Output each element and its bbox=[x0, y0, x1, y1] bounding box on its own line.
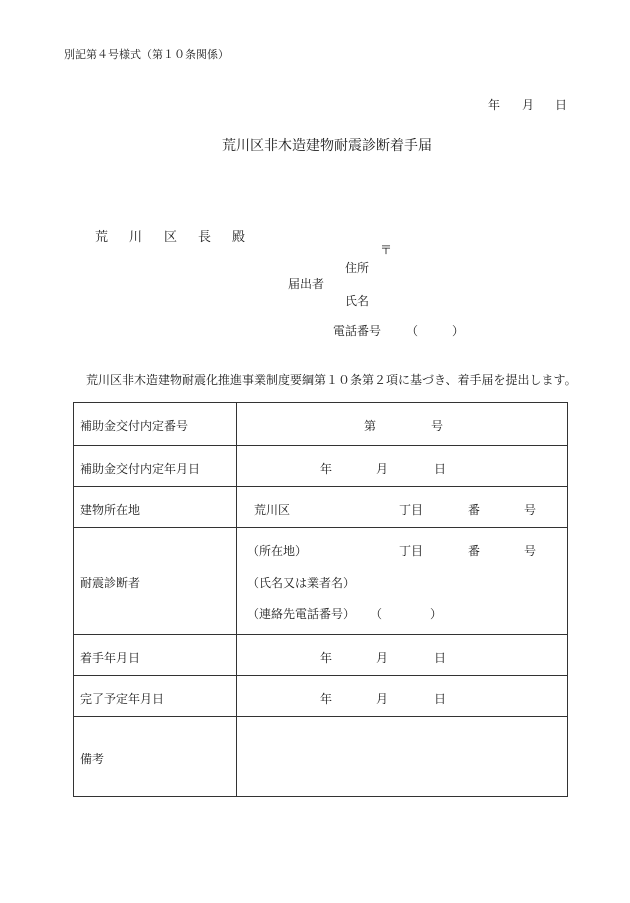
building-location-chome: 丁目 bbox=[399, 503, 424, 517]
document-title: 荒川区非木造建物耐震診断着手届 bbox=[222, 138, 432, 154]
completion-date-day: 日 bbox=[434, 692, 447, 706]
diagnostician-phone-paren-close: ） bbox=[430, 607, 443, 621]
phone-paren-close: ） bbox=[452, 324, 465, 338]
completion-date-label: 完了予定年月日 bbox=[80, 692, 165, 706]
addressee-honorific: 殿 bbox=[232, 230, 246, 245]
grant-date-day: 日 bbox=[434, 462, 447, 476]
diagnostician-address-label: （所在地） bbox=[247, 544, 308, 558]
remarks-label: 備考 bbox=[80, 752, 105, 766]
start-date-month: 月 bbox=[376, 651, 389, 665]
addressee-char-3: 区 bbox=[164, 230, 178, 245]
form-table bbox=[73, 402, 568, 797]
start-date-day: 日 bbox=[434, 651, 447, 665]
completion-date-year: 年 bbox=[320, 692, 333, 706]
address-label: 住所 bbox=[345, 261, 370, 275]
addressee-char-2: 川 bbox=[129, 230, 143, 245]
grant-date-month: 月 bbox=[376, 462, 389, 476]
postal-mark: 〒 bbox=[380, 243, 393, 257]
table-row-grant-date bbox=[74, 445, 567, 487]
applicant-label: 届出者 bbox=[288, 277, 325, 291]
diagnostician-ban: 番 bbox=[468, 544, 481, 558]
table-row-start-date bbox=[74, 634, 567, 676]
date-month-label: 月 bbox=[522, 98, 535, 112]
grant-number-label: 補助金交付内定番号 bbox=[80, 419, 189, 433]
form-number: 別記第４号様式（第１０条関係） bbox=[64, 48, 229, 61]
submission-statement: 荒川区非木造建物耐震化推進事業制度要綱第１０条第２項に基づき、着手届を提出します。 bbox=[86, 373, 577, 387]
phone-label: 電話番号 bbox=[333, 324, 382, 338]
completion-date-month: 月 bbox=[376, 692, 389, 706]
diagnostician-name-label: （氏名又は業者名） bbox=[247, 576, 356, 590]
start-date-year: 年 bbox=[320, 651, 333, 665]
date-day-label: 日 bbox=[555, 98, 568, 112]
diagnostician-go: 号 bbox=[524, 544, 537, 558]
table-row-grant-number bbox=[74, 403, 567, 445]
start-date-label: 着手年月日 bbox=[80, 651, 141, 665]
addressee-char-4: 長 bbox=[198, 230, 212, 245]
building-location-ward: 荒川区 bbox=[254, 503, 291, 517]
grant-number-suffix: 号 bbox=[431, 419, 444, 433]
addressee-char-1: 荒 bbox=[95, 230, 109, 245]
table-row-diagnostician bbox=[74, 527, 567, 635]
diagnostician-label: 耐震診断者 bbox=[80, 576, 141, 590]
date-year-label: 年 bbox=[488, 98, 501, 112]
diagnostician-chome: 丁目 bbox=[399, 544, 424, 558]
building-location-label: 建物所在地 bbox=[80, 503, 141, 517]
table-row-completion-date bbox=[74, 675, 567, 717]
grant-date-label: 補助金交付内定年月日 bbox=[80, 462, 201, 476]
diagnostician-phone-label: （連絡先電話番号） bbox=[247, 607, 356, 621]
table-row-remarks bbox=[74, 716, 567, 797]
phone-paren-open: （ bbox=[406, 324, 419, 338]
grant-number-prefix: 第 bbox=[364, 419, 377, 433]
building-location-ban: 番 bbox=[468, 503, 481, 517]
grant-date-year: 年 bbox=[320, 462, 333, 476]
table-row-building-location bbox=[74, 486, 567, 528]
diagnostician-phone-paren-open: （ bbox=[370, 607, 383, 621]
building-location-go: 号 bbox=[524, 503, 537, 517]
name-label: 氏名 bbox=[345, 294, 370, 308]
